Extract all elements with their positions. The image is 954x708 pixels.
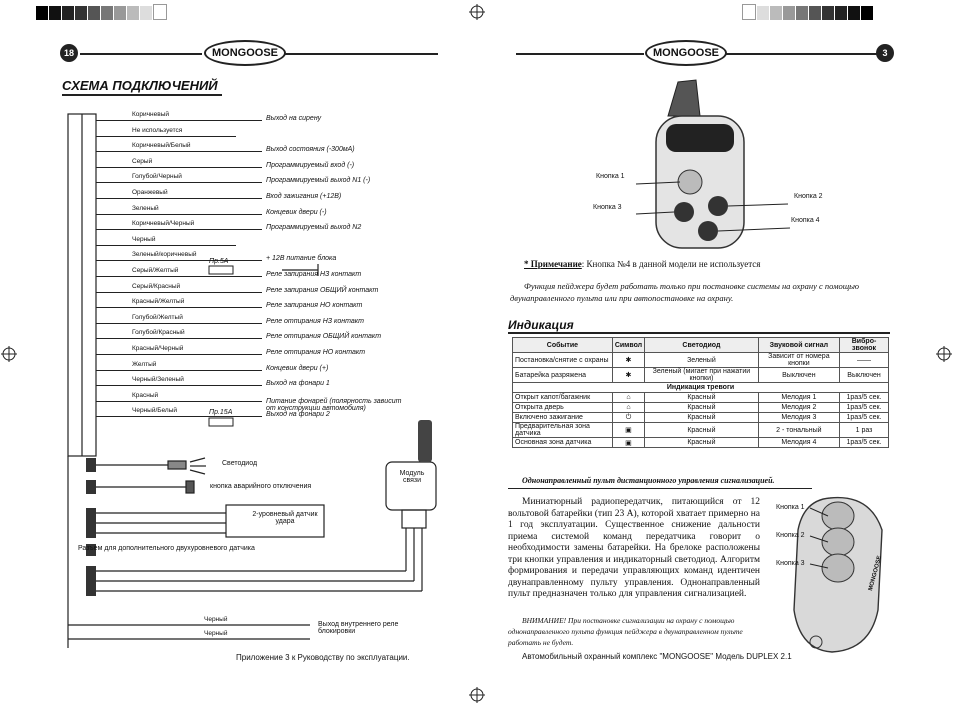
wire-description: Концевик двери (-) — [266, 209, 327, 216]
relay-output-label: Выход внутреннего реле блокировки — [318, 621, 399, 635]
wire-description: Вход зажигания (+12В) — [266, 193, 342, 200]
table-row — [513, 353, 889, 368]
wire-line — [96, 370, 262, 371]
left-page-number: 18 — [60, 44, 78, 62]
relay-wire-label: Черный — [204, 630, 228, 637]
keyfob-button-3-label: Кнопка 3 — [776, 560, 805, 567]
wire-line — [96, 182, 262, 183]
shock-sensor-label: 2-уровневый датчик удара — [252, 511, 318, 525]
wire-line — [96, 416, 262, 417]
wire-line — [96, 198, 262, 199]
pager-button-1-label: Кнопка 1 — [596, 173, 625, 180]
table-row — [513, 438, 889, 448]
table-cell-symbol: ▣ — [612, 423, 644, 438]
emergency-button-label: кнопка аварийного отключения — [210, 483, 312, 490]
wire-description: Выход на сирену — [266, 115, 322, 122]
pager-button-4-label: Кнопка 4 — [791, 217, 820, 224]
wire-color-label: Голубой/Черный — [132, 173, 182, 180]
wire-description: Реле запирания ОБЩИЙ контакт — [266, 287, 379, 294]
pager-button-3-label: Кнопка 3 — [593, 204, 622, 211]
wire-description: Выход на фонари 2 — [266, 411, 330, 418]
keyfob-button-1-label: Кнопка 1 — [776, 504, 805, 511]
wire-description: + 12В питание блока — [266, 255, 337, 262]
wire-description: Программируемый выход N1 (-) — [266, 177, 371, 184]
table-cell-event: Открыта дверь — [513, 403, 613, 413]
table-cell-event: Предварительная зона датчика — [513, 423, 613, 438]
wire-description: Реле запирания НО контакт — [266, 302, 363, 309]
col-event: Событие — [513, 338, 613, 353]
note-text: : Кнопка №4 в данной модели не используется — [581, 259, 761, 269]
pager-remote-image — [580, 76, 840, 256]
right-footer: Автомобильный охранный комплекс "MONGOOSE" Модель DUPLEX 2.1 — [522, 652, 792, 661]
wire-color-label: Черный/Зеленый — [132, 376, 184, 383]
note — [524, 259, 760, 269]
table-cell-event: Основная зона датчика — [513, 438, 613, 448]
left-footer: Приложение 3 к Руководству по эксплуатации. — [236, 653, 410, 662]
table-cell-event: Батарейка разряжена — [513, 368, 613, 383]
table-cell-symbol: ⌂ — [612, 393, 644, 403]
table-cell-vibro: —— — [840, 353, 889, 368]
page-title: СХЕМА ПОДКЛЮЧЕНИЙ — [62, 78, 218, 93]
relay-wire-label: Черный — [204, 616, 228, 623]
table-cell-sound: Выключен — [758, 368, 839, 383]
pager-function-text: Функция пейджера будет работать только при постановке системы на охрану с помощью двунаправленного пульта или при автопостановке на охрану. — [510, 281, 860, 303]
wire-description: Программируемый выход N2 — [266, 224, 362, 231]
table-cell-led: Зеленый — [645, 353, 759, 368]
keyfob-image — [770, 490, 900, 660]
table-cell-led: Красный — [645, 413, 759, 423]
table-cell-event: Включено зажигание — [513, 413, 613, 423]
col-sound: Звуковой сигнал — [758, 338, 839, 353]
col-symbol: Символ — [612, 338, 644, 353]
wire-line — [96, 151, 262, 152]
table-row — [513, 413, 889, 423]
remote-description: Миниатюрный радиопередатчик, питающийся от 12 вольтовой батарейки (тип 23 А), которой хватает примерно на 1 год эксплуатации. Существенное снижение дальности приема системой команд передатчика говорит о необходимости замены батарейки. На брелоке расположены три кнопки управления и индикаторный светодиод. Алгоритм формирования и передачи управляющих команд идентичен двунаправленному пульту управления. Однонаправленный пульт предназначен только для управления сигнализацией. — [508, 497, 760, 599]
wire-description: Реле запирания НЗ контакт — [266, 271, 362, 278]
keyfob-brand: MONGOOSE — [868, 555, 884, 592]
wire-color-label: Голубой/Красный — [132, 329, 185, 336]
table-cell-vibro: 1раз/5 сек. — [840, 413, 889, 423]
wire-line — [96, 214, 262, 215]
table-cell-symbol: ✱ — [612, 368, 644, 383]
header-rule — [516, 53, 644, 55]
wire-line — [96, 276, 262, 277]
table-cell-sound: Мелодия 2 — [758, 403, 839, 413]
table-cell-vibro: Выключен — [840, 368, 889, 383]
table-cell-led: Красный — [645, 438, 759, 448]
wire-color-label: Зеленый/коричневый — [132, 251, 197, 258]
indication-underline — [508, 332, 890, 334]
table-cell-vibro: 1раз/5 сек. — [840, 393, 889, 403]
wire-color-label: Голубой/Желтый — [132, 314, 183, 321]
wire-color-label: Черный/Белый — [132, 407, 178, 414]
indication-table — [512, 337, 889, 448]
wire-color-label: Серый — [132, 158, 153, 165]
table-row — [513, 403, 889, 413]
wire-color-label: Красный — [132, 392, 159, 399]
caption-rule — [508, 488, 812, 489]
wire-color-label: Коричневый — [132, 111, 169, 118]
wire-color-label: Оранжевый — [132, 189, 168, 196]
wire-line — [96, 292, 262, 293]
wire-description: Программируемый вход (-) — [266, 162, 355, 169]
wire-line — [96, 338, 262, 339]
wire-color-label: Не используется — [132, 127, 183, 134]
table-cell-vibro: 1раз/5 сек. — [840, 403, 889, 413]
right-logo: MONGOOSE — [645, 40, 727, 66]
wire-line — [96, 245, 236, 246]
table-cell-sound: 2 - тональный — [758, 423, 839, 438]
alarm-heading: Индикация тревоги — [513, 383, 889, 393]
table-cell-led: Красный — [645, 403, 759, 413]
remote-caption: Однонаправленный пульт дистанционного управления сигнализацией. — [522, 476, 775, 485]
table-row — [513, 393, 889, 403]
table-cell-symbol: ▣ — [612, 438, 644, 448]
extra-sensor-label: Разъем для дополнительного двухуровневого датчика — [78, 545, 255, 552]
wire-description: Питание фонарей (полярность зависит от конструкции автомобиля) — [266, 398, 402, 412]
table-cell-symbol: ⏻ — [612, 413, 644, 423]
wire-color-label: Красный/Желтый — [132, 298, 185, 305]
wire-color-label: Коричневый/Черный — [132, 220, 195, 227]
table-cell-event: Открыт капот/багажник — [513, 393, 613, 403]
left-logo: MONGOOSE — [204, 40, 286, 66]
table-cell-sound: Мелодия 4 — [758, 438, 839, 448]
comm-module-label: Модуль связи — [399, 470, 425, 484]
wire-description: Реле отпирания НО контакт — [266, 349, 366, 356]
wire-line — [96, 401, 262, 402]
table-cell-vibro: 1 раз — [840, 423, 889, 438]
indication-title: Индикация — [508, 318, 574, 332]
table-cell-sound: Мелодия 1 — [758, 393, 839, 403]
note-label: * Примечание — [524, 259, 582, 269]
wire-description: Выход состояния (-300мА) — [266, 146, 355, 153]
wire-color-label: Желтый — [132, 361, 157, 368]
wire-line — [96, 120, 262, 121]
wire-color-label: Зеленый — [132, 205, 159, 212]
wire-color-label: Красный/Черный — [132, 345, 184, 352]
wire-line — [96, 260, 262, 261]
col-vibro: Виброзвонок — [840, 338, 889, 353]
table-cell-symbol: ✱ — [612, 353, 644, 368]
header-rule — [722, 53, 878, 55]
col-led: Светодиод — [645, 338, 759, 353]
wire-description: Концевик двери (+) — [266, 365, 329, 372]
fuse-15a-label: Пр.15А — [209, 409, 233, 416]
warning-text: ВНИМАНИЕ! При постановке сигнализации на охрану с помощью однонаправленного пульта функция пейджера в двунаправленном пульте работать не будет. — [508, 616, 743, 647]
wire-line — [96, 307, 262, 308]
table-cell-sound: Мелодия 3 — [758, 413, 839, 423]
wire-line — [96, 323, 262, 324]
wire-description: Выход на фонари 1 — [266, 380, 330, 387]
keyfob-button-2-label: Кнопка 2 — [776, 532, 805, 539]
wire-color-label: Коричневый/Белый — [132, 142, 191, 149]
wire-color-label: Серый/Красный — [132, 283, 181, 290]
wire-description: Реле отпирания НЗ контакт — [266, 318, 364, 325]
fuse-5a-label: Пр.5А — [209, 258, 229, 265]
table-row — [513, 423, 889, 438]
wire-description: Реле отпирания ОБЩИЙ контакт — [266, 333, 382, 340]
indication-table-body — [513, 353, 889, 448]
table-row — [513, 368, 889, 383]
led-label: Светодиод — [222, 460, 258, 467]
right-page-number: 3 — [876, 44, 894, 62]
table-cell-led: Красный — [645, 423, 759, 438]
wire-line — [96, 385, 262, 386]
wire-line — [96, 354, 262, 355]
wire-line — [96, 136, 236, 137]
table-cell-led: Красный — [645, 393, 759, 403]
table-cell-symbol: ⌂ — [612, 403, 644, 413]
pager-button-2-label: Кнопка 2 — [794, 193, 823, 200]
table-cell-vibro: 1раз/5 сек. — [840, 438, 889, 448]
wire-color-label: Серый/Желтый — [132, 267, 179, 274]
table-cell-led: Зеленый (мигает при нажатии кнопки) — [645, 368, 759, 383]
table-cell-event: Постановка/снятие с охраны — [513, 353, 613, 368]
table-cell-sound: Зависит от номера кнопки — [758, 353, 839, 368]
wire-line — [96, 167, 262, 168]
wire-line — [96, 229, 262, 230]
wire-color-label: Черный — [132, 236, 156, 243]
